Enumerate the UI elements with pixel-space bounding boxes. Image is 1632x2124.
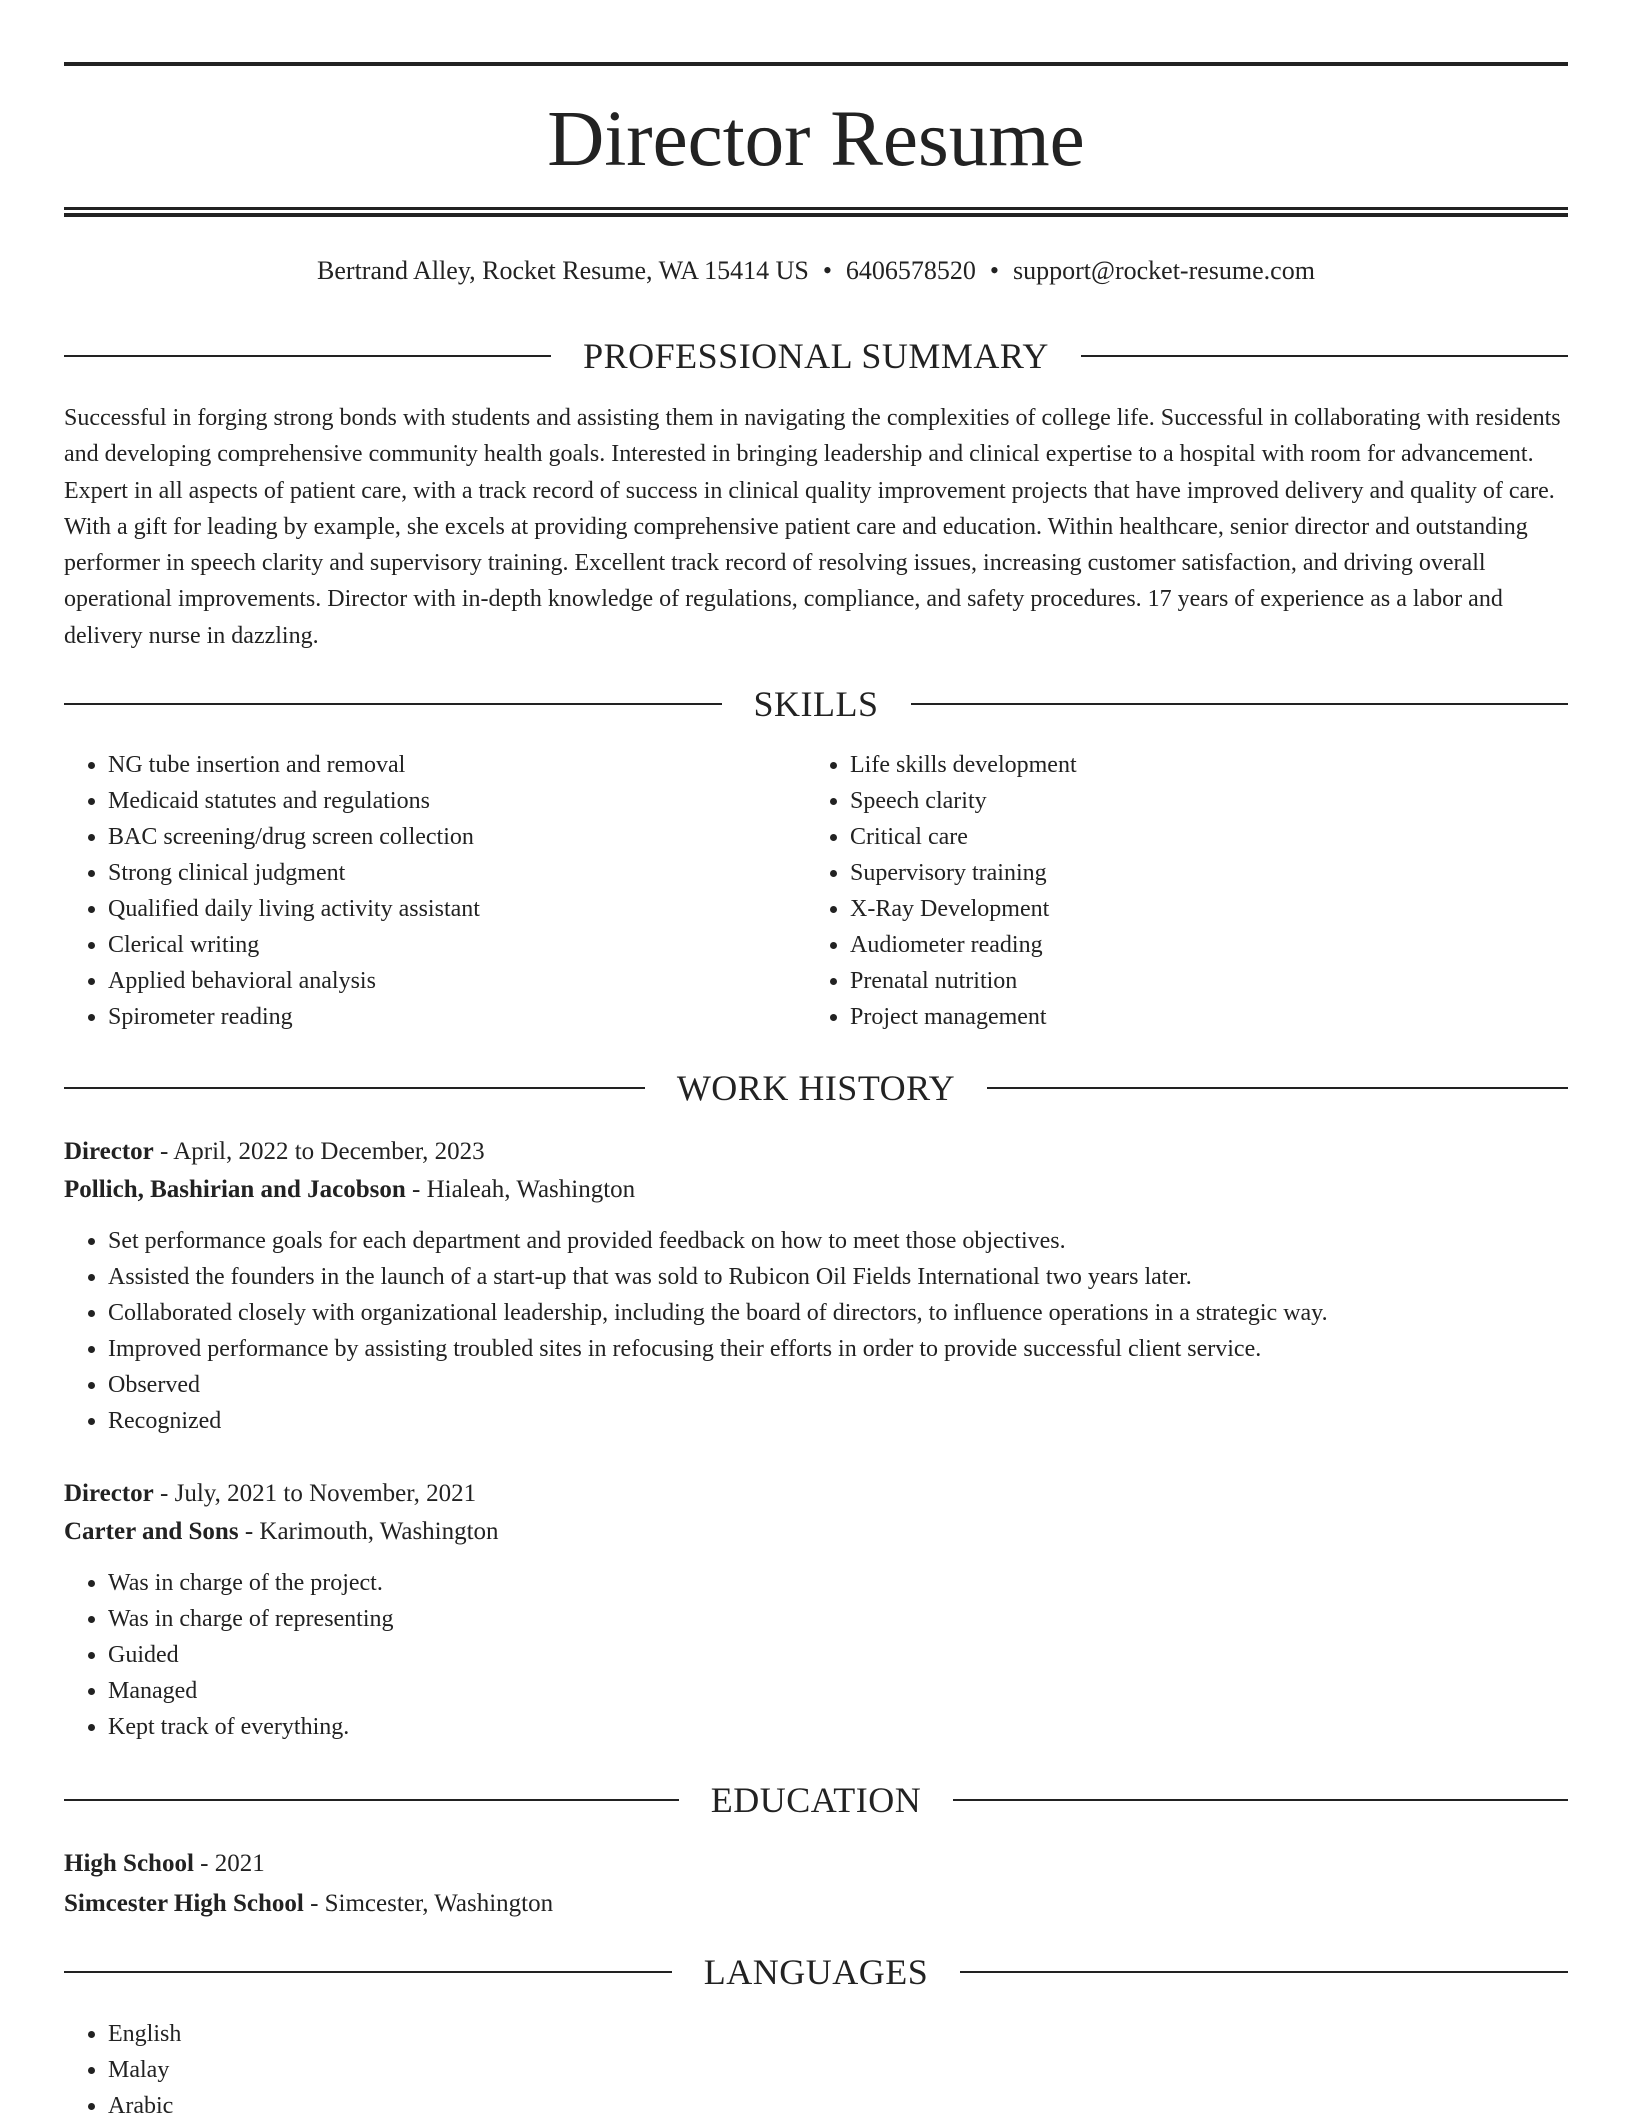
heading-rule-right	[960, 1971, 1568, 1973]
heading-rule-right	[953, 1799, 1568, 1801]
job-bullet: • Kept track of everything.	[108, 1709, 1568, 1745]
section-heading-education	[64, 1778, 1568, 1822]
job-company: Pollich, Bashirian and Jacobson	[64, 1176, 406, 1203]
job-bullet: • Set performance goals for each department and provided feedback on how to meet those objectives.	[108, 1223, 1568, 1259]
skill-item: • Life skills development	[850, 747, 1506, 783]
skill-item: • Medicaid statutes and regulations	[108, 783, 764, 819]
heading-rule-right	[987, 1087, 1568, 1089]
job-company-line	[64, 1513, 1568, 1551]
skill-item: • Applied behavioral analysis	[108, 963, 764, 999]
skill-item: • Supervisory training	[850, 855, 1506, 891]
section-heading-summary	[64, 334, 1568, 378]
job-bullet: • Guided	[108, 1637, 1568, 1673]
top-rule	[64, 62, 1568, 66]
heading-rule-left	[64, 1799, 679, 1801]
skill-item: • Spirometer reading	[108, 999, 764, 1035]
education-location: - Simcester, Washington	[303, 1890, 554, 1917]
summary-text: Successful in forging strong bonds with students and assisting them in navigating the complexities of college life. Successful in collaborating with residents and developing comprehensive community health goals. Interested in bringing leadership and clinical expertise to a hospital with room for advancement. Expert in all aspects of patient care, with a track record of success in clinical quality improvement projects that have improved delivery and quality of care. With a gift for leading by example, she excels at providing comprehensive patient care and education. Within healthcare, senior director and outstanding performer in speech clarity and supervisory training. Excellent track record of resolving issues, increasing customer satisfaction, and driving overall operational improvements. Director with in-depth knowledge of regulations, compliance, and safety procedures. 17 years of experience as a labor and delivery nurse in dazzling.	[64, 405, 1561, 649]
education-entry	[64, 1844, 1568, 1924]
section-title: EDUCATION	[710, 1780, 922, 1820]
skill-item: • Qualified daily living activity assistant	[108, 891, 764, 927]
education-degree-line	[64, 1844, 1568, 1884]
language-item: • English	[108, 2016, 1568, 2052]
language-item: • Arabic	[108, 2088, 1568, 2124]
heading-rule-left	[64, 1971, 672, 1973]
contact-phone: 6406578520	[845, 256, 976, 285]
language-item: • Malay	[108, 2052, 1568, 2088]
job-bullet: • Assisted the founders in the launch of a start-up that was sold to Rubicon Oil Fields International two years later.	[108, 1259, 1568, 1295]
job-bullet: • Collaborated closely with organizational leadership, including the board of directors, to influence operations in a strategic way.	[108, 1295, 1568, 1331]
job-bullet: • Observed	[108, 1367, 1568, 1403]
job-entry	[64, 1475, 1568, 1745]
job-title-line	[64, 1133, 1568, 1171]
job-bullet: • Managed	[108, 1673, 1568, 1709]
job-bullets	[64, 1565, 1568, 1745]
job-company-line	[64, 1171, 1568, 1209]
heading-rule-right	[1081, 355, 1568, 357]
job-bullet: • Recognized	[108, 1403, 1568, 1439]
job-bullet: • Was in charge of representing	[108, 1601, 1568, 1637]
skill-item: • X-Ray Development	[850, 891, 1506, 927]
education-school: Simcester High School	[64, 1890, 304, 1917]
skill-item: • Prenatal nutrition	[850, 963, 1506, 999]
section-heading-work-history	[64, 1066, 1568, 1110]
section-title: WORK HISTORY	[676, 1068, 956, 1108]
contact-separator: •	[822, 256, 832, 285]
job-title: Director	[64, 1480, 154, 1507]
job-bullet: • Was in charge of the project.	[108, 1565, 1568, 1601]
page-title: Director Resume	[547, 96, 1085, 183]
skill-item: • BAC screening/drug screen collection	[108, 819, 764, 855]
section-title: SKILLS	[753, 684, 879, 724]
contact-line	[64, 254, 1568, 288]
education-degree: High School	[64, 1850, 194, 1877]
job-location: - Karimouth, Washington	[238, 1518, 499, 1545]
heading-rule-left	[64, 355, 551, 357]
job-title-line	[64, 1475, 1568, 1513]
contact-separator: •	[989, 256, 1000, 285]
skill-item: • Clerical writing	[108, 927, 764, 963]
heading-rule-left	[64, 1087, 645, 1089]
languages-list	[64, 2016, 1568, 2124]
job-bullets	[64, 1223, 1568, 1439]
job-bullet: • Improved performance by assisting troubled sites in refocusing their efforts in order to provide successful client service.	[108, 1331, 1568, 1367]
heading-rule-right	[911, 703, 1569, 705]
job-company: Carter and Sons	[64, 1518, 239, 1545]
skill-item: • NG tube insertion and removal	[108, 747, 764, 783]
job-dates: - July, 2021 to November, 2021	[153, 1480, 477, 1507]
skill-item: • Audiometer reading	[850, 927, 1506, 963]
education-school-line	[64, 1884, 1568, 1924]
section-heading-languages	[64, 1950, 1568, 1994]
job-location: - Hialeah, Washington	[405, 1176, 636, 1203]
job-dates: - April, 2022 to December, 2023	[153, 1138, 485, 1165]
section-heading-skills	[64, 682, 1568, 726]
contact-email: support@rocket-resume.com	[1013, 256, 1315, 285]
skills-column-right	[806, 747, 1506, 1035]
title-double-rule	[64, 207, 1568, 217]
skill-item: • Strong clinical judgment	[108, 855, 764, 891]
skill-item: • Critical care	[850, 819, 1506, 855]
section-title: PROFESSIONAL SUMMARY	[583, 336, 1049, 376]
job-entry	[64, 1133, 1568, 1439]
section-title: LANGUAGES	[703, 1952, 929, 1992]
education-year: - 2021	[193, 1850, 265, 1877]
skills-column-left	[64, 747, 764, 1035]
skill-item: • Speech clarity	[850, 783, 1506, 819]
heading-rule-left	[64, 703, 722, 705]
job-title: Director	[64, 1138, 154, 1165]
contact-address: Bertrand Alley, Rocket Resume, WA 15414 US	[317, 256, 809, 285]
skill-item: • Project management	[850, 999, 1506, 1035]
